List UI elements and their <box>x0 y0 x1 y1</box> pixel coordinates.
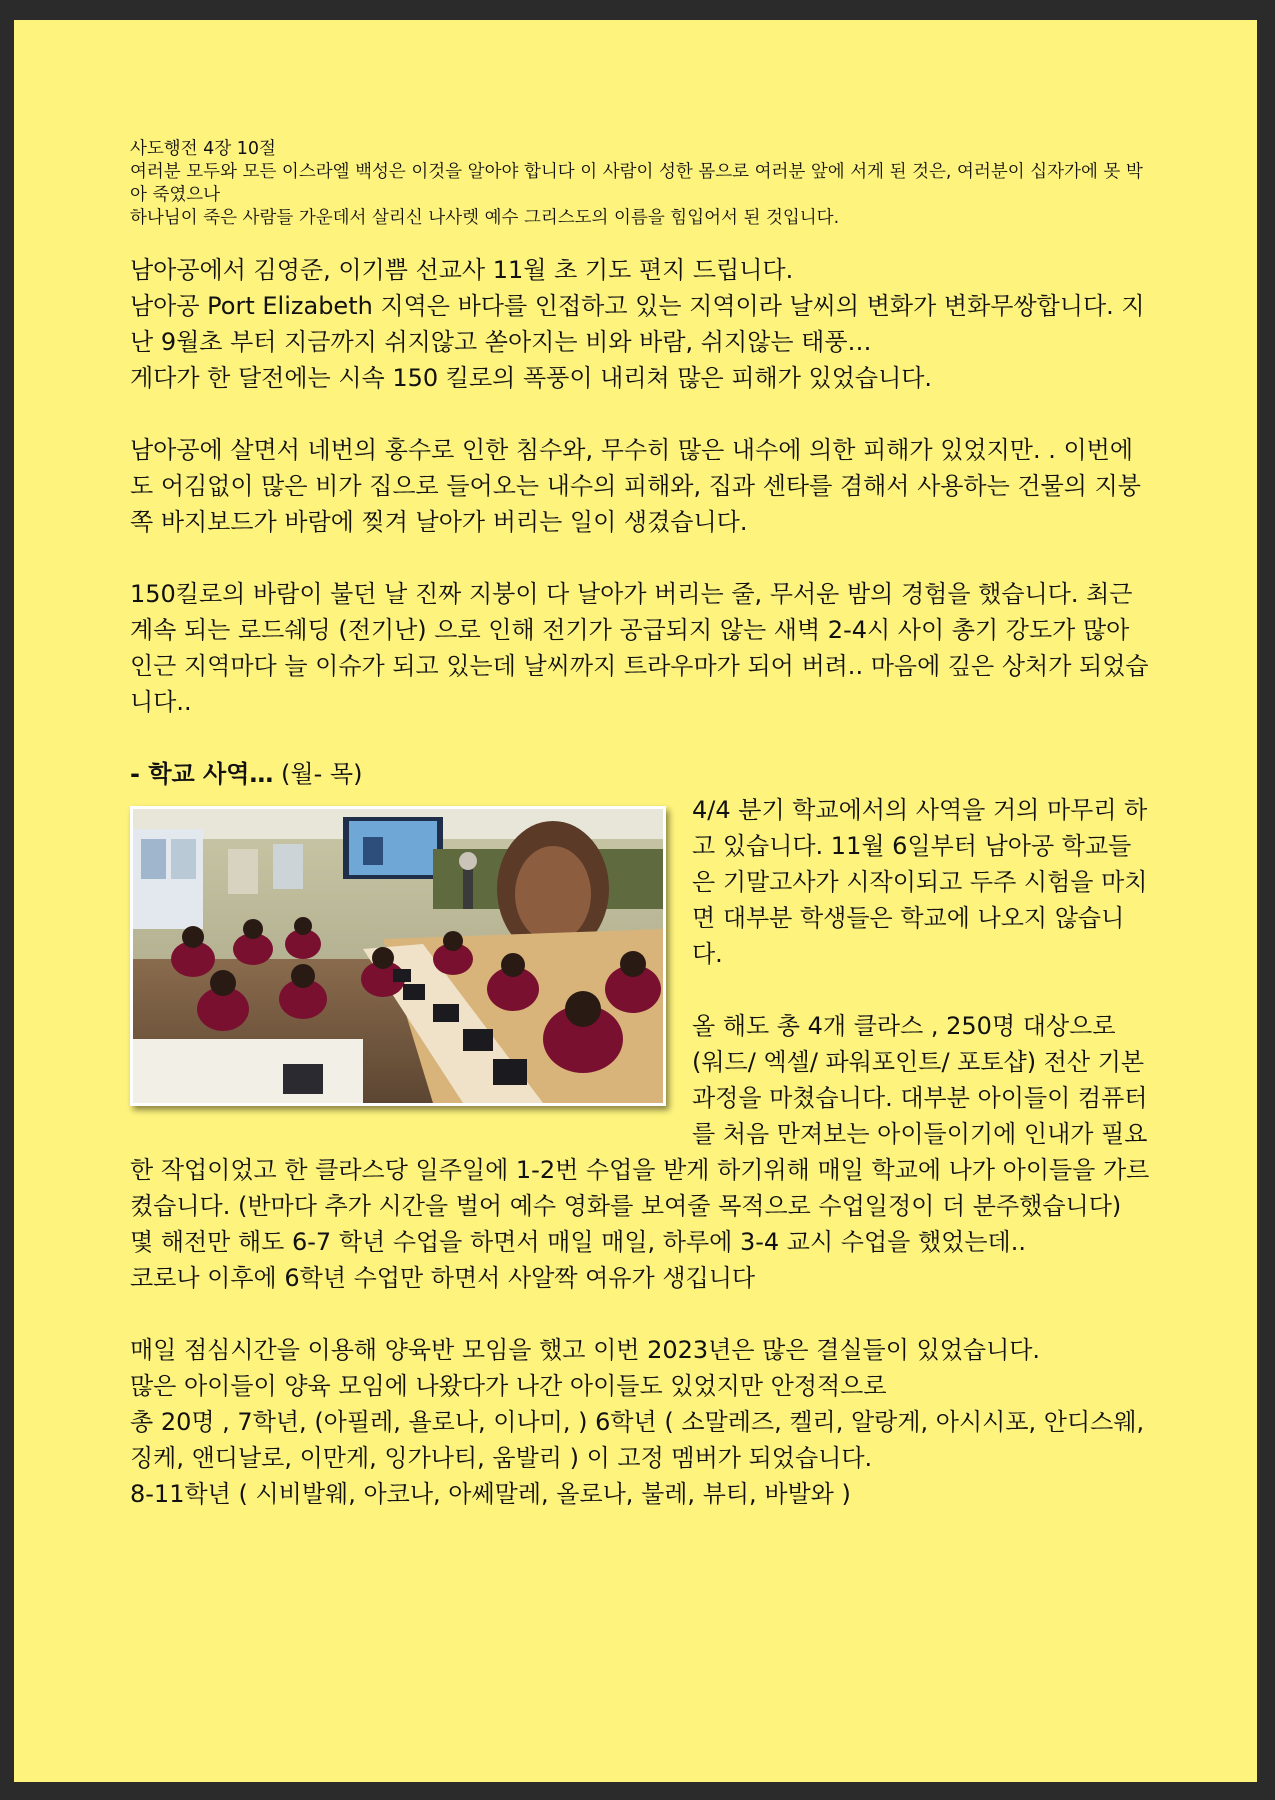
school-paragraph-2: 올 해도 총 4개 클라스 , 250명 대상으로 (워드/ 엑셀/ 파워포인트/ 포토샵) 전산 기본 과정을 마쳤습니다. 대부분 아이들이 컴퓨터를 처음 만져보는 아이들이기에 인내가 필요한 작업이었고 한 클라스당 일주일에 1-2번 수업을 받게 하기위해 매일 학교에 나가 아이들을 가르켰습니다. (반마다 추가 시간을 벌어 예수 영화를 보여줄 목적으로 수업일정이 더 분주했습니다) <box>130 1012 1150 1220</box>
school-paragraph-3: 몇 해전만 해도 6-7 학년 수업을 하면서 매일 매일, 하루에 3-4 교시 수업을 했었는데.. <box>130 1228 1026 1256</box>
school-heading <box>130 756 1150 792</box>
intro-line-3: 게다가 한 달전에는 시속 150 킬로의 폭풍이 내리쳐 많은 피해가 있었습니다. <box>130 364 933 392</box>
verse-line-1: 여러분 모두와 모든 이스라엘 백성은 이것을 알아야 합니다 이 사람이 성한 몸으로 여러분 앞에 서게 된 것은, 여러분이 십자가에 못 박아 죽였으나 <box>130 162 1143 205</box>
youth-line-1: 매일 점심시간을 이용해 양육반 모임을 했고 이번 2023년은 많은 결실들이 있었습니다. <box>130 1336 1041 1364</box>
verse-line-2: 하나님이 죽은 사람들 가운데서 살리신 나사렛 예수 그리스도의 이름을 힘입어서 된 것입니다. <box>130 208 840 228</box>
school-paragraph-1: 4/4 분기 학교에서의 사역을 거의 마무리 하고 있습니다. 11월 6일부터 남아공 학교들은 기말고사가 시작이되고 두주 시험을 마치면 대부분 학생들은 학교에 나오지 않습니다. <box>692 796 1148 968</box>
school-paragraph-4: 코로나 이후에 6학년 수업만 하면서 사알짝 여유가 생깁니다 <box>130 1264 756 1292</box>
flood-paragraph: 남아공에 살면서 네번의 홍수로 인한 침수와, 무수히 많은 내수에 의한 피해가 있었지만. . 이번에도 어김없이 많은 비가 집으로 들어오는 내수의 피해와, 집과 센타를 겸해서 사용하는 건물의 지붕쪽 바지보드가 바람에 찢겨 날아가 버리는 일이 생겼습니다. <box>130 436 1141 536</box>
classroom-photo-illustration <box>133 809 663 1103</box>
youth-line-3: 총 20명 , 7학년, (아필레, 욜로나, 이나미, ) 6학년 ( 소말레즈, 켈리, 알랑게, 아시시포, 안디스웨, 징케, 앤디날로, 이만게, 잉가나티, 움발리 ) 이 고정 멤버가 되었습니다. <box>130 1408 1145 1472</box>
verse-reference: 사도행전 4장 10절 <box>130 139 276 159</box>
youth-line-2: 많은 아이들이 양육 모임에 나왔다가 나간 아이들도 있었지만 안정적으로 <box>130 1372 887 1400</box>
letter-page <box>14 20 1257 1782</box>
intro-line-1: 남아공에서 김영준, 이기쁨 선교사 11월 초 기도 편지 드립니다. <box>130 256 794 284</box>
school-heading-bold: - 학교 사역… <box>130 760 274 788</box>
wind-paragraph: 150킬로의 바람이 불던 날 진짜 지붕이 다 날아가 버리는 줄, 무서운 밤의 경험을 했습니다. 최근 계속 되는 로드쉐딩 (전기난) 으로 인해 전기가 공급되지 않는 새벽 2-4시 사이 총기 강도가 많아 인근 지역마다 늘 이슈가 되고 있는데 날씨까지 트라우마가 되어 버려.. 마음에 깊은 상처가 되었습니다.. <box>130 580 1149 716</box>
school-heading-days: (월- 목) <box>273 760 363 788</box>
classroom-photo <box>130 806 666 1106</box>
intro-line-2: 남아공 Port Elizabeth 지역은 바다를 인접하고 있는 지역이라 날씨의 변화가 변화무쌍합니다. 지난 9월초 부터 지금까지 쉬지않고 쏟아지는 비와 바람, 쉬지않는 태풍… <box>130 292 1145 356</box>
youth-line-4: 8-11학년 ( 시비발웨, 아코나, 아쎄말레, 올로나, 불레, 뷰티, 바발와 ) <box>130 1480 851 1508</box>
letter-content <box>130 138 1150 1512</box>
